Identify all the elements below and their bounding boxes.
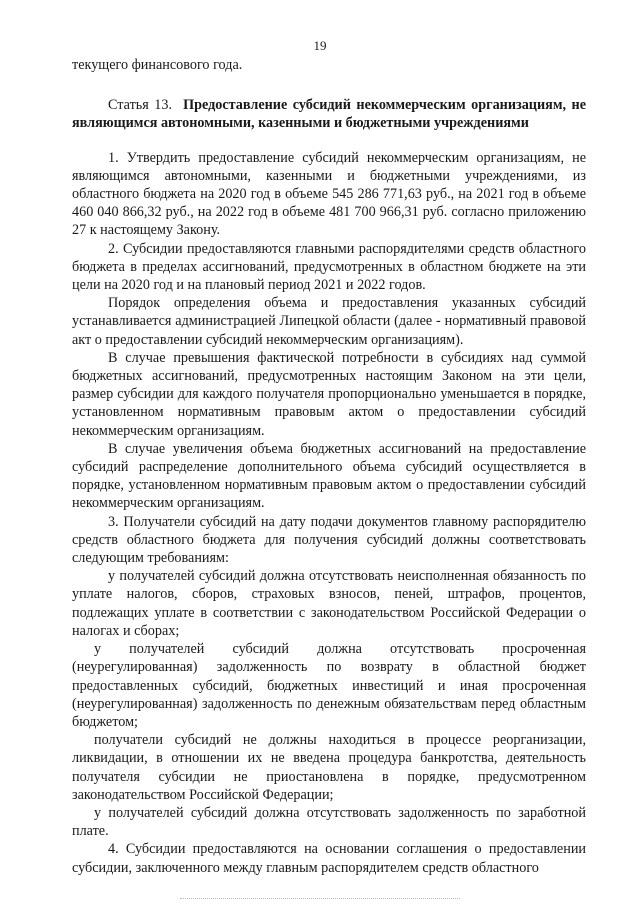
requirement-debt: у получателей субсидий должна отсутствовать просроченная (неурегулированная) задолженность по возврату в областной бюджет предоставленных субсидий, бюджетных инвестиций и иная просроченная (неурегулированная) задолженность по денежным обязательствам перед областным бюджетом; bbox=[72, 641, 586, 730]
requirement-taxes: у получателей субсидий должна отсутствовать неисполненная обязанность по уплате налогов, сборов, страховых взносов, пеней, штрафов, процентов, подлежащих уплате в соответствии с законодательством Российской Федерации о налогах и сборах; bbox=[72, 568, 586, 639]
requirement-reorganization: получатели субсидий не должны находиться в процессе реорганизации, ликвидации, в отношении их не введена процедура банкротства, деятельность получателя субсидии не приостановлена в порядке, предусмотренном законодательством Российской Федерации; bbox=[72, 732, 586, 803]
page-number: 19 bbox=[313, 38, 327, 53]
article-title: Предоставление субсидий некоммерческим организациям, не являющимся автономными, казенными и бюджетными учреждениями bbox=[72, 97, 587, 132]
article-number: Статья 13. bbox=[108, 97, 173, 114]
carryover-line: текущего финансового года. bbox=[72, 57, 243, 73]
paragraph-4: 4. Субсидии предоставляются на основании соглашения о предоставлении субсидии, заключенного между главным распорядителем средств областного bbox=[72, 841, 586, 876]
paragraph-1: 1. Утвердить предоставление субсидий некоммерческим организациям, не являющимся автономными, казенными и бюджетными учреждениями, из областного бюджета на 2020 год в объеме 545 286 771,63 руб., на 2021 год в объеме 460 040 866,32 руб., на 2022 год в объеме 481 700 966,31 руб. согласно приложению 27 к настоящему Закону. bbox=[72, 149, 586, 239]
paragraph-2-order: Порядок определения объема и предоставления указанных субсидий устанавливается администрацией Липецкой области (далее - нормативный правовой акт о предоставлении субсидий некоммерческим организациям). bbox=[72, 295, 586, 348]
scan-artifact-divider bbox=[180, 897, 460, 899]
document-body bbox=[72, 56, 586, 877]
paragraph-2-excess: В случае превышения фактической потребности в субсидиях над суммой бюджетных ассигнований, предусмотренных настоящим Законом на эти цели, размер субсидии для каждого получателя пропорционально уменьшается в порядке, установленном нормативным правовым актом о предоставлении субсидий некоммерческим организациям. bbox=[72, 349, 586, 439]
paragraph-2: 2. Субсидии предоставляются главными распорядителями средств областного бюджета в пределах ассигнований, предусмотренных в областном бюджете на эти цели на 2020 год и на плановый период 2021 и 2022 годов. bbox=[72, 240, 586, 294]
paragraph-2-increase: В случае увеличения объема бюджетных ассигнований на предоставление субсидий распределение дополнительного объема субсидий осуществляется в порядке, установленном нормативным правовым актом о предоставлении субсидий некоммерческим организациям. bbox=[72, 440, 586, 512]
article-heading bbox=[72, 96, 586, 132]
paragraph-3: 3. Получатели субсидий на дату подачи документов главному распорядителю средств областного бюджета для получения субсидий должны соответствовать следующим требованиям: bbox=[72, 513, 586, 567]
requirement-salary: у получателей субсидий должна отсутствовать задолженность по заработной плате. bbox=[72, 804, 586, 840]
